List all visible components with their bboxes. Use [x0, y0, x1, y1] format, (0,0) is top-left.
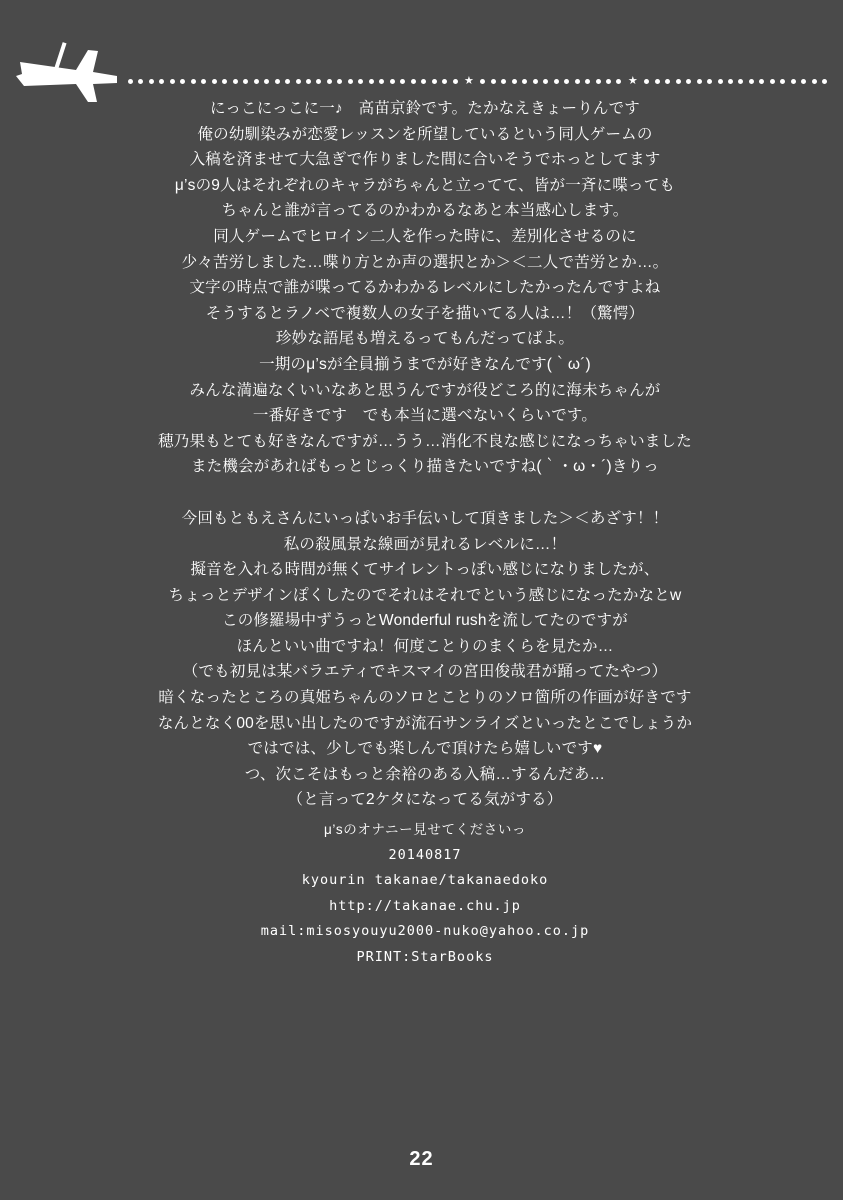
divider-dot	[254, 79, 259, 84]
afterword-line: 暗くなったところの真姫ちゃんのソロとことりのソロ箇所の作画が好きです	[158, 689, 692, 707]
divider-dot	[812, 79, 817, 84]
afterword-line: 少々苦労しました…喋り方とか声の選択とか＞＜二人で苦労とか…。	[181, 253, 669, 271]
afterword-line: にっこにっこに一♪ 高苗京鈴です。たかなえきょーりんです	[210, 100, 640, 117]
divider-dot	[554, 79, 559, 84]
afterword-line: μ’sの9人はそれぞれのキャラがちゃんと立ってて、皆が一斉に喋っても	[174, 176, 676, 194]
divider-dot	[201, 79, 206, 84]
divider-dot	[285, 79, 290, 84]
divider-dot	[159, 79, 164, 84]
afterword-line: 私の殺風景な線画が見れるレベルに…！	[283, 535, 567, 553]
divider-dot	[686, 79, 691, 84]
divider-dot	[138, 79, 143, 84]
afterword-line: また機会があればもっとじっくり描きたいですね(｀・ω・´)きりっ	[191, 458, 659, 476]
divider-dot	[337, 79, 342, 84]
star-icon: ★	[627, 74, 638, 87]
divider-dot	[212, 79, 217, 84]
divider-dot	[432, 79, 437, 84]
afterword-line: （でも初見は某バラエティでキスマイの宮田俊哉君が踊ってたやつ）	[182, 663, 668, 681]
paragraph-spacer	[60, 480, 790, 506]
divider-dot	[606, 79, 611, 84]
divider-dot	[707, 79, 712, 84]
divider-dot	[770, 79, 775, 84]
divider-dot	[275, 79, 280, 84]
afterword-line: 擬音を入れる時間が無くてサイレントっぽい感じになりましたが、	[190, 561, 660, 579]
colophon-circle: kyourin takanae/takanaedoko	[301, 872, 549, 889]
divider-dot	[780, 79, 785, 84]
divider-dot	[616, 79, 621, 84]
divider-dot	[585, 79, 590, 84]
divider-dot	[296, 79, 301, 84]
afterword-line: 珍妙な語尾も増えるってもんだってばよ。	[275, 330, 575, 348]
divider-dot	[491, 79, 496, 84]
afterword-line: 一番好きです でも本当に選べないくらいです。	[252, 407, 598, 425]
divider-dot	[801, 79, 806, 84]
divider-dot	[379, 79, 384, 84]
divider-dot	[327, 79, 332, 84]
divider-dot	[306, 79, 311, 84]
divider-dot	[564, 79, 569, 84]
afterword-line: ちょっとデザインぽくしたのでそれはそれでという感じになったかなとw	[168, 586, 682, 604]
divider-dot	[400, 79, 405, 84]
afterword-line: ちゃんと誰が言ってるのかわかるなあと本当感心します。	[221, 202, 629, 220]
divider-dot	[453, 79, 458, 84]
divider-dot	[264, 79, 269, 84]
colophon-tagline: μ’sのオナニー見せてくださいっ	[323, 822, 527, 838]
colophon-printer: PRINT:StarBooks	[356, 948, 494, 965]
afterword-line: みんな満遍なくいいなあと思うんですが役どころ的に海未ちゃんが	[189, 381, 661, 399]
afterword-line: 同人ゲームでヒロイン二人を作った時に、差別化させるのに	[213, 227, 637, 245]
afterword-line: 一期のμ’sが全員揃うまでが好きなんです(｀ω´)	[259, 355, 591, 373]
divider-dot	[222, 79, 227, 84]
star-icon: ★	[464, 74, 474, 87]
divider-dot	[369, 79, 374, 84]
afterword-line: この修羅場中ずうっとWonderful rushを流してたのですが	[222, 612, 628, 630]
divider-dot	[728, 79, 733, 84]
afterword-body	[60, 96, 790, 970]
divider-dot	[512, 79, 517, 84]
afterword-line: 今回もともえさんにいっぱいお手伝いして頂きました＞＜あざす！！	[181, 509, 669, 527]
divider-dot	[390, 79, 395, 84]
afterword-line: 穂乃果もとても好きなんですが…うう…消化不良な感じになっちゃいました	[158, 432, 692, 450]
afterword-line: ではでは、少しでも楽しんで頂けたら嬉しいです♥	[247, 740, 603, 758]
divider-dot	[644, 79, 649, 84]
afterword-line: そうするとラノベで複数人の女子を描いてる人は…！（驚愕）	[205, 304, 645, 322]
divider-dot	[676, 79, 681, 84]
divider-dot	[180, 79, 185, 84]
colophon-date: 20140817	[388, 846, 462, 863]
afterword-line: なんとなく00を思い出したのですが流石サンライズといったとこでしょうか	[157, 714, 693, 732]
divider-dot	[170, 79, 175, 84]
divider-dot	[358, 79, 363, 84]
divider-dot	[665, 79, 670, 84]
afterword-line: ほんといい曲ですね！何度ことりのまくらを見たか…	[236, 637, 614, 655]
divider-dot	[243, 79, 248, 84]
divider-dot	[759, 79, 764, 84]
divider-dot	[655, 79, 660, 84]
divider-dot	[348, 79, 353, 84]
afterword-line: 入稿を済ませて大急ぎで作りました間に合いそうでホっとしてます	[189, 151, 661, 169]
divider-dot	[149, 79, 154, 84]
divider-dot	[128, 79, 133, 84]
divider-dot	[421, 79, 426, 84]
afterword-line: 文字の時点で誰が喋ってるかわかるレベルにしたかったんですよね	[189, 279, 661, 297]
afterword-line: （と言って2ケタになってる気がする）	[287, 791, 563, 809]
divider-dot	[191, 79, 196, 84]
divider-dot	[442, 79, 447, 84]
dotted-divider	[128, 74, 828, 87]
colophon-url[interactable]: http://takanae.chu.jp	[329, 897, 521, 914]
afterword-line: 俺の幼馴染みが恋愛レッスンを所望しているという同人ゲームの	[197, 125, 653, 143]
divider-dot	[749, 79, 754, 84]
afterword-line: つ、次こそはもっと余裕のある入稿…するんだあ…	[244, 765, 606, 783]
divider-dot	[697, 79, 702, 84]
divider-dot	[718, 79, 723, 84]
divider-dot	[822, 79, 827, 84]
divider-dot	[575, 79, 580, 84]
colophon-mail[interactable]: mail:misosyouyu2000-nuko@yahoo.co.jp	[260, 923, 590, 940]
page-number: 22	[409, 1148, 434, 1170]
divider-dot	[233, 79, 238, 84]
divider-dot	[596, 79, 601, 84]
colophon	[60, 817, 790, 970]
divider-dot	[316, 79, 321, 84]
divider-dot	[533, 79, 538, 84]
divider-dot	[480, 79, 485, 84]
divider-dot	[411, 79, 416, 84]
divider-dot	[543, 79, 548, 84]
divider-dot	[522, 79, 527, 84]
divider-dot	[501, 79, 506, 84]
divider-dot	[791, 79, 796, 84]
divider-dot	[738, 79, 743, 84]
afterword-paragraph-1	[60, 96, 790, 480]
afterword-paragraph-2	[60, 506, 790, 813]
